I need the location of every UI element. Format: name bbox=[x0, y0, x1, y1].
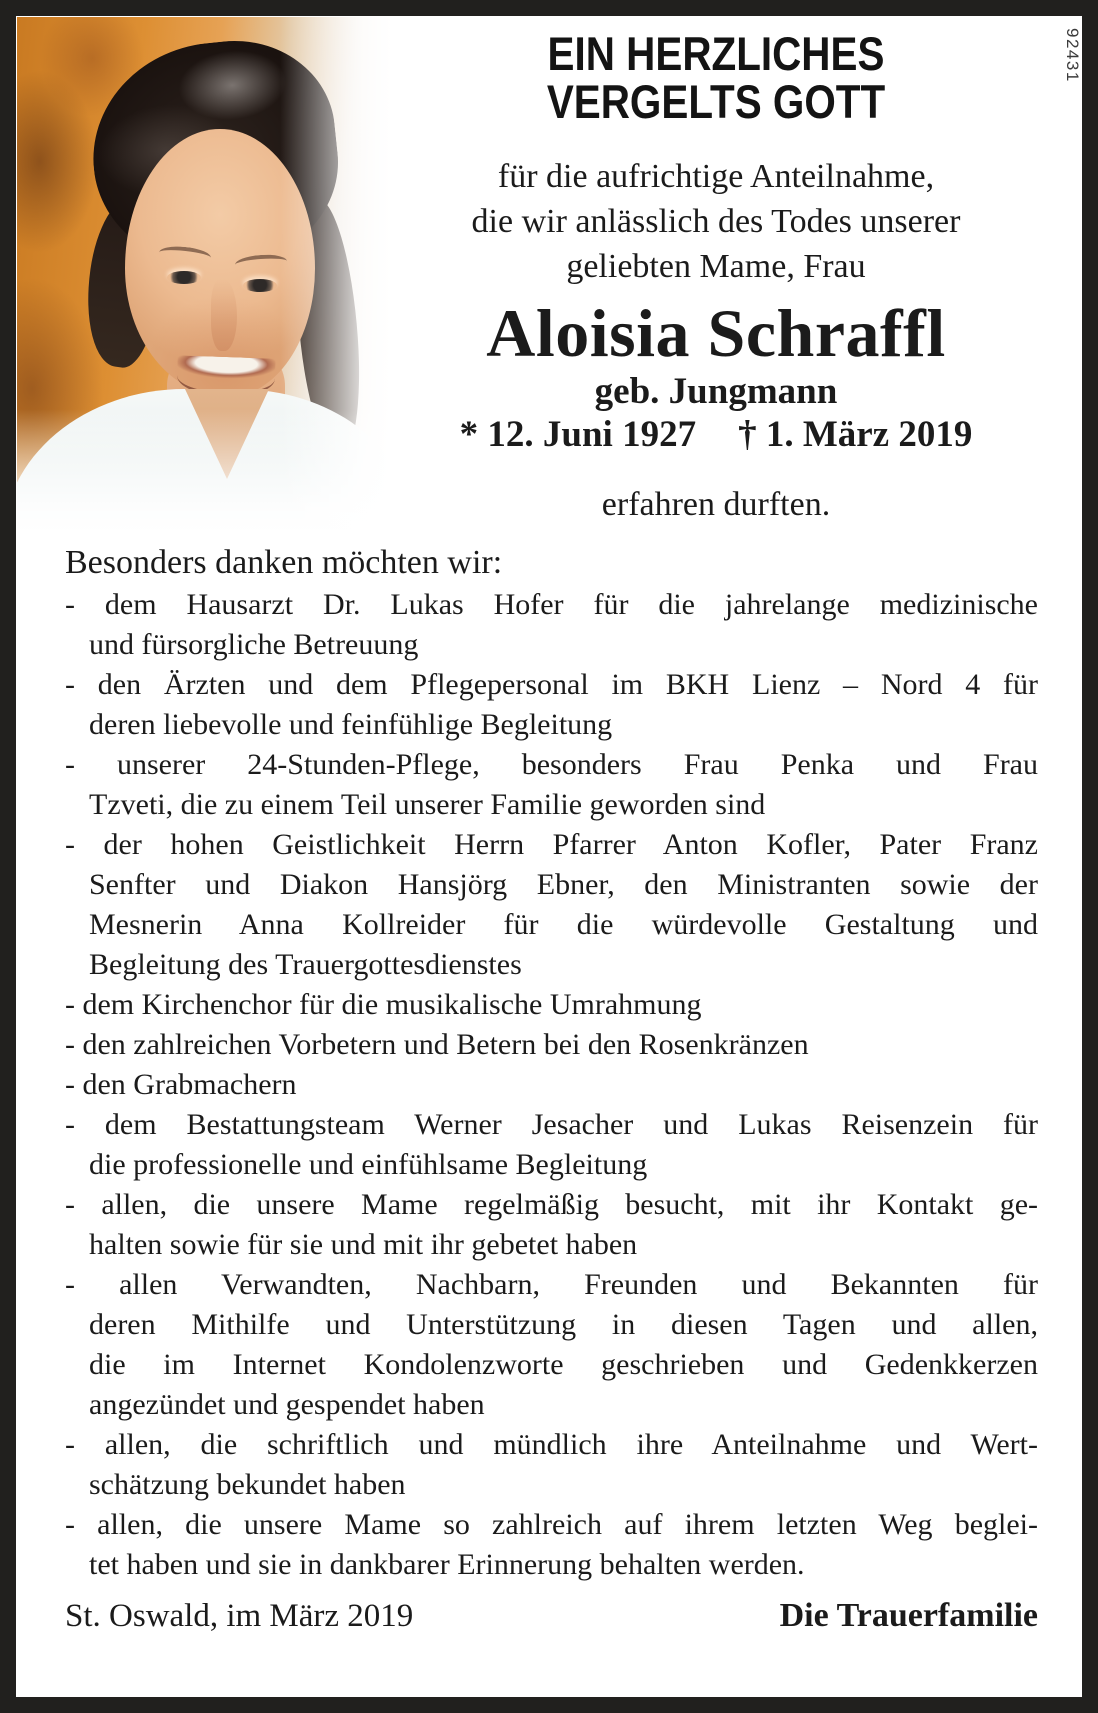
footer bbox=[65, 1594, 1038, 1638]
list-item-line: - der hohen Geistlichkeit Herrn Pfarrer Anton Kofler, Pater Franz bbox=[65, 828, 1038, 861]
list-item-line: Tzveti, die zu einem Teil unserer Familie geworden sind bbox=[89, 788, 766, 821]
list-item-line: tet haben und sie in dankbarer Erinnerung behalten werden. bbox=[89, 1548, 805, 1581]
intro-text bbox=[392, 154, 1040, 289]
intro-line: die wir anlässlich des Todes unserer bbox=[471, 203, 961, 240]
deceased-name: Aloisia Schraffl bbox=[486, 295, 946, 371]
list-item-line: deren Mithilfe und Unterstützung in diesen Tagen und allen, bbox=[89, 1308, 1038, 1341]
place-and-date: St. Oswald, im März 2019 bbox=[65, 1598, 414, 1634]
list-item bbox=[65, 1265, 1038, 1425]
list-item bbox=[65, 1505, 1038, 1585]
list-item-line: - den Ärzten und dem Pflegepersonal im BKH Lienz – Nord 4 für bbox=[65, 668, 1038, 701]
list-item-line: - den zahlreichen Vorbetern und Betern bei den Rosenkränzen bbox=[65, 1028, 809, 1061]
list-item-line: Senfter und Diakon Hansjörg Ebner, den Ministranten sowie der bbox=[89, 868, 1038, 901]
list-item-line: Begleitung des Trauergottesdienstes bbox=[89, 948, 522, 981]
list-item-line: - den Grabmachern bbox=[65, 1068, 297, 1101]
death-date: † 1. März 2019 bbox=[738, 414, 973, 455]
list-item bbox=[65, 1065, 1038, 1105]
birth-date: * 12. Juni 1927 bbox=[459, 414, 697, 455]
list-item bbox=[65, 745, 1038, 825]
thanks-heading: Besonders danken möchten wir: bbox=[65, 544, 503, 581]
list-item-line: Mesnerin Anna Kollreider für die würdevolle Gestaltung und bbox=[89, 908, 1038, 941]
list-item-line: - allen, die unsere Mame so zahlreich auf ihrem letzten Weg beglei- bbox=[65, 1508, 1038, 1541]
list-item-line: - unserer 24-Stunden-Pflege, besonders Frau Penka und Frau bbox=[65, 748, 1038, 781]
portrait-photo bbox=[17, 17, 393, 533]
list-item-line: - allen, die unsere Mame regelmäßig besucht, mit ihr Kontakt ge- bbox=[65, 1188, 1038, 1221]
photo-fade-overlay bbox=[17, 17, 393, 533]
list-item-line: schätzung bekundet haben bbox=[89, 1468, 406, 1501]
page-title-line-2: VERGELTS GOTT bbox=[546, 75, 886, 128]
list-item-line: - allen Verwandten, Nachbarn, Freunden und Bekannten für bbox=[65, 1268, 1038, 1301]
list-item-line: die professionelle und einfühlsame Begleitung bbox=[89, 1148, 648, 1181]
list-item-line: angezündet und gespendet haben bbox=[89, 1388, 485, 1421]
page-title-line-1: EIN HERZLICHES bbox=[547, 27, 885, 80]
list-item-line: halten sowie für sie und mit ihr gebetet haben bbox=[89, 1228, 638, 1261]
intro-line: für die aufrichtige Anteilnahme, bbox=[497, 158, 935, 195]
list-item-line: die im Internet Kondolenzworte geschrieben und Gedenkkerzen bbox=[89, 1348, 1038, 1381]
list-item bbox=[65, 1105, 1038, 1185]
list-item-line: - dem Kirchenchor für die musikalische Umrahmung bbox=[65, 988, 702, 1021]
list-item bbox=[65, 665, 1038, 745]
list-item bbox=[65, 1425, 1038, 1505]
closing-phrase: erfahren durften. bbox=[601, 486, 831, 523]
masthead bbox=[392, 27, 1040, 525]
list-item-line: und fürsorgliche Betreuung bbox=[89, 628, 419, 661]
list-item bbox=[65, 985, 1038, 1025]
thanks-section bbox=[65, 542, 1038, 1585]
list-item-line: deren liebevolle und feinfühlige Begleitung bbox=[89, 708, 613, 741]
list-item-line: - dem Hausarzt Dr. Lukas Hofer für die jahrelange medizinische bbox=[65, 588, 1038, 621]
print-number: 92431 bbox=[1063, 28, 1082, 83]
list-item-line: - dem Bestattungsteam Werner Jesacher und Lukas Reisenzein für bbox=[65, 1108, 1038, 1141]
life-dates bbox=[392, 413, 1040, 457]
list-item bbox=[65, 1185, 1038, 1265]
list-item bbox=[65, 825, 1038, 985]
thanks-list bbox=[65, 585, 1038, 1585]
maiden-name: geb. Jungmann bbox=[594, 371, 838, 412]
list-item bbox=[65, 1025, 1038, 1065]
list-item-line: - allen, die schriftlich und mündlich ihre Anteilnahme und Wert- bbox=[65, 1428, 1038, 1461]
mourning-family-signature: Die Trauerfamilie bbox=[779, 1597, 1038, 1634]
list-item bbox=[65, 585, 1038, 665]
intro-line: geliebten Mame, Frau bbox=[566, 248, 866, 285]
